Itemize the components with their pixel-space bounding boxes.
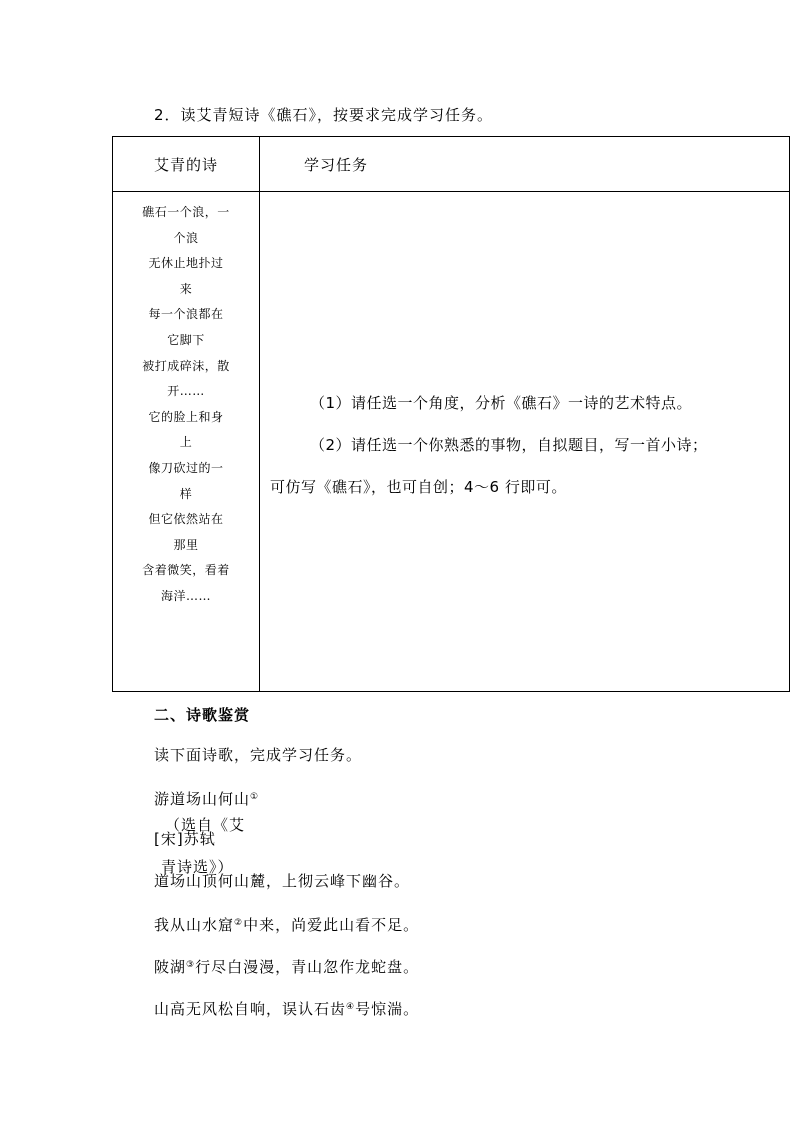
poem-verse-line xyxy=(154,948,419,990)
footnote-marker: ③ xyxy=(186,960,196,970)
poem-line: 海洋…… xyxy=(160,588,211,603)
poem-line: 那里 xyxy=(173,537,199,552)
instruction-line: 读下面诗歌，完成学习任务。 xyxy=(154,746,363,764)
poem-lines xyxy=(113,200,259,610)
poem-line: 无休止地扑过 xyxy=(148,256,224,271)
poem-line: 上 xyxy=(179,435,193,450)
footnote-marker: ② xyxy=(234,918,244,928)
poem-line: 它脚下 xyxy=(167,332,205,347)
table-header-row xyxy=(113,137,790,192)
poem-author: [宋]苏轼 xyxy=(154,830,216,848)
verse-text: 陂湖 xyxy=(154,958,187,976)
verse-text: 号惊湍。 xyxy=(355,1000,420,1018)
header-task: 学习任务 xyxy=(260,137,790,192)
section-body xyxy=(154,738,419,1032)
poem-line: 每一个浪都在 xyxy=(148,307,224,322)
poem-verse-line xyxy=(154,990,419,1032)
footnote-marker: ④ xyxy=(346,1002,356,1012)
poem-line: 样 xyxy=(179,486,193,501)
section-heading: 二、诗歌鉴赏 xyxy=(154,706,251,724)
tasks-text xyxy=(270,382,780,508)
poem-title-line xyxy=(154,780,419,822)
poem-line: 含着微笑，看着 xyxy=(142,563,230,578)
poem-line: 被打成碎沫，散 xyxy=(142,358,230,373)
task-2-line-1: （2）请任选一个你熟悉的事物，自拟题目，写一首小诗； xyxy=(310,436,708,454)
poem-line: 礁石一个浪，一 xyxy=(142,205,230,219)
poem-verse-line xyxy=(154,906,419,948)
poem-line: 来 xyxy=(179,281,193,296)
tasks-cell xyxy=(260,192,790,692)
question-title: 2．读艾青短诗《礁石》，按要求完成学习任务。 xyxy=(154,106,494,124)
table-body-row xyxy=(113,192,790,692)
poem-line: 像刀砍过的一 xyxy=(148,460,224,475)
poem-line: 开…… xyxy=(167,384,205,399)
footnote-marker: ① xyxy=(250,792,260,802)
verse-text: 我从山水窟 xyxy=(154,916,235,934)
poem-line: 个浪 xyxy=(173,230,199,245)
verse-text: 行尽白漫漫，青山忽作龙蛇盘。 xyxy=(195,958,420,976)
poem-title: 游道场山何山 xyxy=(154,790,251,808)
source-line-1: （选自《艾 xyxy=(165,816,246,834)
poem-line: 但它依然站在 xyxy=(148,512,224,527)
verse-text: 中来，尚爱此山看不足。 xyxy=(243,916,420,934)
poem-line: 它的脸上和身 xyxy=(148,409,224,424)
task-2-line-2: 可仿写《礁石》，也可自创；4～6 行即可。 xyxy=(270,478,567,496)
header-poem: 艾青的诗 xyxy=(113,137,260,192)
task-1: （1）请任选一个角度，分析《礁石》一诗的艺术特点。 xyxy=(310,394,693,412)
poem-verse-line: 道场山顶何山麓，上彻云峰下幽谷。 xyxy=(154,872,411,890)
verse-text: 山高无风松自响，误认石齿 xyxy=(154,1000,347,1018)
source-line-2: 青诗选》） xyxy=(161,858,234,876)
